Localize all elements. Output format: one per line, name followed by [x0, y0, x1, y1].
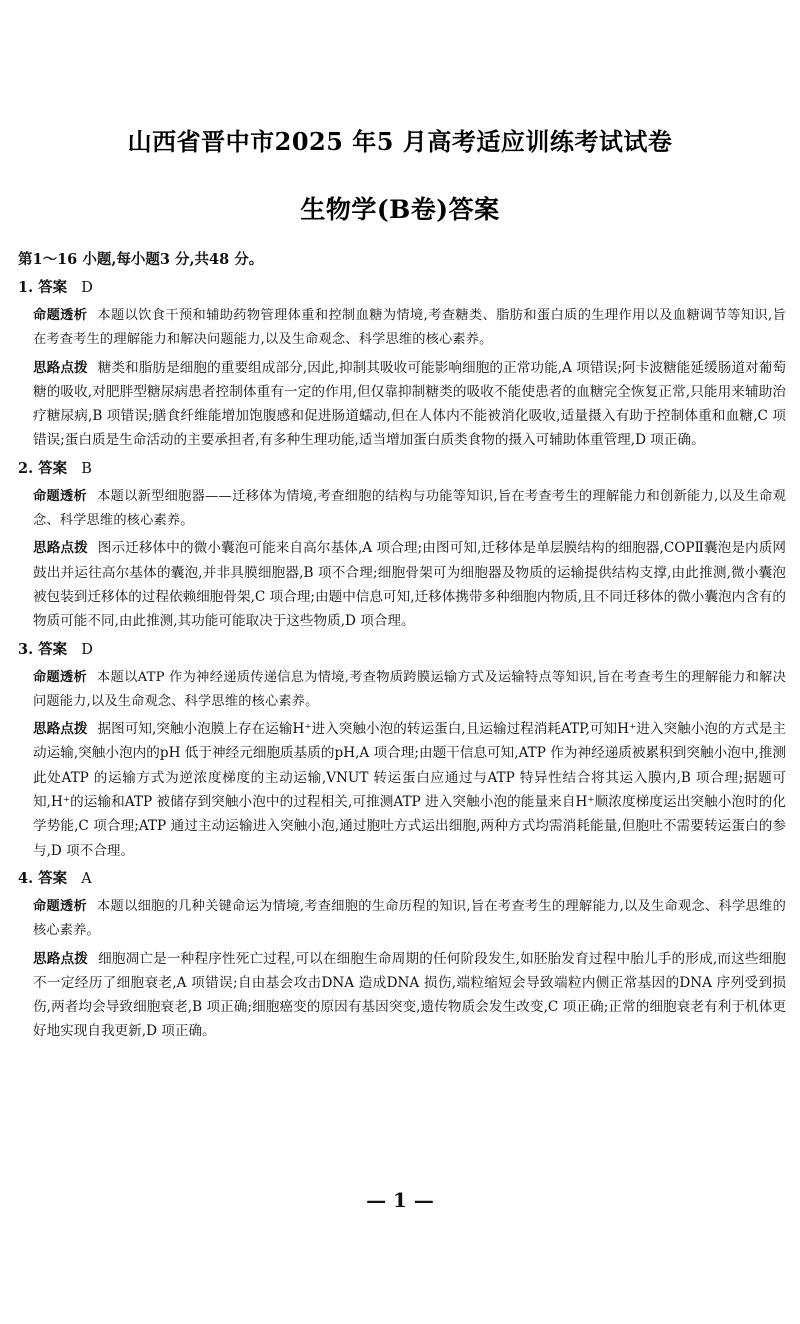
analysis-paragraph: [18, 304, 786, 353]
answer-value: D: [81, 280, 93, 296]
hint-text: 糖类和脂肪是细胞的重要组成部分,因此,抑制其吸收可能影响细胞的正常功能,A 项错误;阿卡波糖能延缓肠道对葡萄糖的吸收,对肥胖型糖尿病患者控制体重有一定的作用,但仅靠抑制糖类的吸收不能使患者的血糖完全恢复正常,只能用来辅助治疗糖尿病,B 项错误;膳食纤维能增加饱腹感和促进肠道蠕动,但在人体内不能被消化吸收,适量摄入有助于控制体重和血糖,C 项错误;蛋白质是生命活动的主要承担者,有多种生理功能,适当增加蛋白质类食物的摄入可辅助体重管理,D 项正确。: [33, 359, 786, 449]
answers-content: [18, 250, 786, 1050]
question-answer-line: [18, 869, 786, 889]
answer-value: B: [81, 460, 92, 477]
question-3: [18, 640, 786, 863]
hint-label: 思路点拨: [33, 721, 88, 738]
answer-label: 1. 答案: [18, 279, 68, 296]
hint-text: 据图可知,突触小泡膜上存在运输H⁺进入突触小泡的转运蛋白,且运输过程消耗ATP,可知H⁺进入突触小泡的方式是主动运输,突触小泡内的pH 低于神经元细胞质基质的pH,A 项合理;由题干信息可知,ATP 作为神经递质被累积到突触小泡中,推测此处ATP 的运输方式为逆浓度梯度的主动运输,VNUT 转运蛋白应通过与ATP 特异性结合将其运入膜内,B 项合理;据题可知,H⁺的运输和ATP 被储存到突触小泡中的过程相关,可推测ATP 进入突触小泡的能量来自H⁺顺浓度梯度运出突触小泡时的化学势能,C 项合理;ATP 通过主动运输进入突触小泡,通过胞吐方式运出细胞,两种方式均需消耗能量,但胞吐不需要转运蛋白的参与,D 项不合理。: [33, 721, 786, 859]
analysis-paragraph: [18, 485, 786, 534]
hint-text: 图示迁移体中的微小囊泡可能来自高尔基体,A 项合理;由图可知,迁移体是单层膜结构的细胞器,COPⅡ囊泡是内质网鼓出并运往高尔基体的囊泡,并非具膜细胞器,B 项不合理;细胞骨架可为细胞器及物质的运输提供结构支撑,由此推测,微小囊泡被包装到迁移体的过程依赖细胞骨架,C 项合理;由题中信息可知,迁移体携带多种细胞内物质,且不同迁移体的微小囊泡内含有的物质可能不同,由此推测,其功能可能取决于这些物质,D 项合理。: [33, 540, 787, 630]
hint-paragraph: [18, 356, 786, 453]
page-number: — 1 —: [366, 1188, 434, 1212]
analysis-paragraph: [18, 666, 786, 715]
document-subtitle: 生物学(B卷)答案: [300, 195, 500, 224]
question-answer-line: [18, 459, 786, 479]
answer-label: 3. 答案: [18, 640, 68, 658]
section-intro: 第1～16 小题,每小题3 分,共48 分。: [18, 251, 264, 268]
analysis-label: 命题透析: [33, 898, 88, 914]
analysis-text: 本题以细胞的几种关键命运为情境,考查细胞的生命历程的知识,旨在考查考生的理解能力,以及生命观念、科学思维的核心素养。: [33, 898, 786, 939]
hint-label: 思路点拨: [33, 950, 89, 967]
analysis-text: 本题以饮食干预和辅助药物管理体重和控制血糖为情境,考查糖类、脂肪和蛋白质的生理作用以及血糖调节等知识,旨在考查考生的理解能力和解决问题能力,以及生命观念、科学思维的核心素养。: [33, 308, 786, 348]
answer-value: D: [81, 641, 93, 658]
hint-paragraph: [18, 536, 786, 633]
analysis-text: 本题以新型细胞器——迁移体为情境,考查细胞的结构与功能等知识,旨在考查考生的理解能力和创新能力,以及生命观念、科学思维的核心素养。: [33, 488, 786, 529]
hint-paragraph: [18, 947, 786, 1044]
analysis-text: 本题以ATP 作为神经递质传递信息为情境,考查物质跨膜运输方式及运输特点等知识,旨在考查考生的理解能力和解决问题能力,以及生命观念、科学思维的核心素养。: [33, 669, 786, 709]
analysis-label: 命题透析: [33, 488, 88, 504]
analysis-label: 命题透析: [33, 308, 88, 323]
question-2: [18, 459, 786, 634]
hint-paragraph: [18, 717, 786, 863]
hint-label: 思路点拨: [33, 540, 88, 557]
question-answer-line: [18, 640, 786, 660]
hint-text: 细胞凋亡是一种程序性死亡过程,可以在细胞生命周期的任何阶段发生,如胚胎发育过程中胎儿手的形成,而这些细胞不一定经历了细胞衰老,A 项错误;自由基会攻击DNA 造成DNA 损伤,端粒缩短会导致端粒内侧正常基因的DNA 序列受到损伤,两者均会导致细胞衰老,B 项正确;细胞癌变的原因有基因突变,遗传物质会发生改变,C 项正确;正常的细胞衰老有利于机体更好地实现自我更新,D 项正确。: [33, 950, 786, 1040]
answer-label: 2. 答案: [18, 459, 68, 477]
document-title: 山西省晋中市2025 年5 月高考适应训练考试试卷: [127, 127, 673, 156]
answer-label: 4. 答案: [18, 869, 68, 887]
answer-value: A: [81, 870, 92, 887]
hint-label: 思路点拨: [33, 359, 88, 376]
analysis-label: 命题透析: [33, 669, 88, 685]
analysis-paragraph: [18, 895, 786, 944]
question-4: [18, 869, 786, 1044]
question-answer-line: [18, 278, 786, 298]
question-1: [18, 278, 786, 453]
